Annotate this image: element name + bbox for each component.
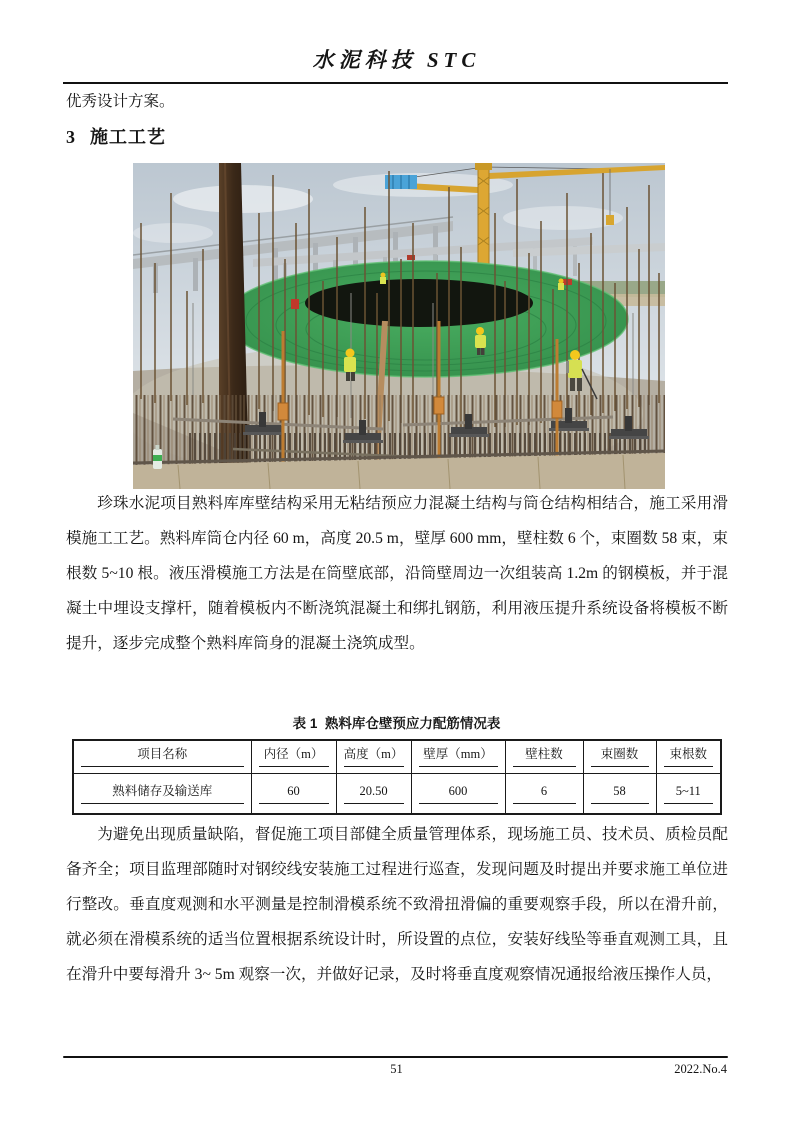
paragraph-quality-control: 为避免出现质量缺陷，督促施工项目部健全质量管理体系，现场施工员、技术员、质检员配备齐全；项目监理部随时对钢绞线安装施工过程进行巡查，发现问题及时提出并要求施工单位进行整改。垂直度观测和水平测量是控制滑模系统不致滑扭滑偏的重要观察手段，所以在滑升前，就必须在滑模系统的适当位置根据系统设计时，所设置的点位，安装好线坠等垂直观测工具，且在滑升中要每滑升 3~ 5m 观察一次，并做好记录，及时将垂直度观察情况通报给液压操作人员， bbox=[66, 826, 728, 983]
table-header-row bbox=[73, 740, 721, 774]
paragraph-construction-process: 珍珠水泥项目熟料库库壁结构采用无粘结预应力混凝土结构与筒仓结构相结合，施工采用滑模施工工艺。熟料库筒仓内径 60 m，高度 20.5 m，壁厚 600 mm，壁柱数 6 个，束圈数 58 束，束根数 5~10 根。液压滑模施工方法是在筒壁底部，沿筒壁周边一次组装高 1.2m 的钢模板，并于混凝土中埋设支撑杆，随着模板内不断浇筑混凝土和绑扎钢筋，利用液压提升系统设备将模板不断提升，逐步完成整个熟料库筒身的混凝土浇筑成型。 bbox=[66, 495, 728, 652]
col-header-inner-diameter: 内径（m） bbox=[251, 740, 336, 774]
table-caption-label: 表 1 bbox=[292, 716, 318, 731]
cell-wall-columns: 6 bbox=[505, 774, 583, 815]
table-data-row bbox=[73, 774, 721, 815]
cell-tendon-strands: 5~11 bbox=[656, 774, 721, 815]
footer-rule bbox=[63, 1056, 728, 1058]
col-header-wall-thickness: 壁厚（mm） bbox=[411, 740, 505, 774]
cell-wall-thickness: 600 bbox=[411, 774, 505, 815]
col-header-tendon-strands: 束根数 bbox=[656, 740, 721, 774]
cell-height: 20.50 bbox=[336, 774, 411, 815]
cell-project-name: 熟料储存及输送库 bbox=[73, 774, 251, 815]
page-number: 51 bbox=[390, 1062, 403, 1076]
section-title: 施工工艺 bbox=[90, 127, 166, 147]
section-number: 3 bbox=[66, 127, 75, 147]
prestress-reinforcement-table bbox=[72, 739, 722, 815]
table-caption-title: 熟料库仓壁预应力配筋情况表 bbox=[324, 716, 501, 731]
lead-line: 优秀设计方案。 bbox=[66, 93, 175, 110]
col-header-height: 高度（m） bbox=[336, 740, 411, 774]
col-header-project-name: 项目名称 bbox=[73, 740, 251, 774]
table-caption bbox=[0, 712, 793, 732]
col-header-wall-columns: 壁柱数 bbox=[505, 740, 583, 774]
col-header-tendon-loops: 束圈数 bbox=[583, 740, 656, 774]
header-rule bbox=[63, 82, 728, 84]
issue-number: 2022.No.4 bbox=[674, 1062, 727, 1076]
photo-worker-far-1 bbox=[380, 273, 386, 285]
journal-title: 水泥科技 STC bbox=[312, 48, 481, 72]
construction-photo bbox=[133, 163, 665, 489]
photo-red-flag bbox=[291, 299, 299, 309]
photo-worker-far-2 bbox=[558, 279, 564, 291]
section-heading bbox=[66, 123, 166, 149]
cell-tendon-loops: 58 bbox=[583, 774, 656, 815]
cell-inner-diameter: 60 bbox=[251, 774, 336, 815]
